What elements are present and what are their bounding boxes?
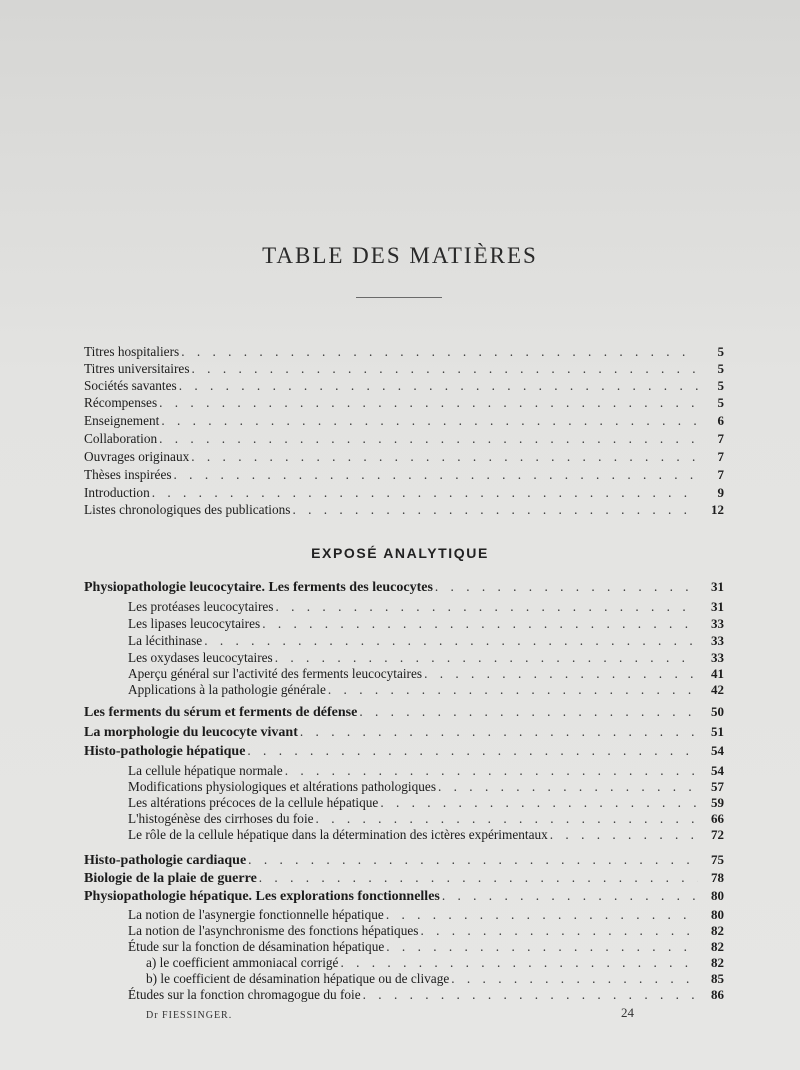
toc-entry-label: La lécithinase: [128, 633, 203, 648]
toc-entry: [84, 377, 724, 394]
toc-entry: [128, 598, 724, 615]
toc-entry: [84, 394, 724, 411]
leader-dots: [380, 794, 698, 811]
leader-dots: [316, 810, 698, 827]
toc-entry-label: Introduction: [84, 485, 150, 500]
toc-entry: [146, 954, 724, 971]
toc-entry-label: a) le coefficient ammoniacal corrigé: [146, 955, 339, 970]
toc-entry: [128, 665, 724, 682]
toc-entry: [128, 794, 724, 811]
toc-entry-page: 57: [711, 779, 724, 794]
leader-dots: [292, 501, 698, 518]
toc-entry-page: 7: [717, 431, 724, 446]
leader-dots: [191, 448, 698, 465]
toc-entry-label: Ouvrages originaux: [84, 449, 190, 464]
toc-entry-label: Étude sur la fonction de désamination hépatique: [128, 939, 385, 954]
toc-entry-label: Collaboration: [84, 431, 158, 446]
toc-entry-label: Biologie de la plaie de guerre: [84, 871, 257, 886]
toc-entry: [84, 360, 724, 377]
toc-entry-page: 51: [711, 724, 724, 739]
toc-entry-page: 80: [711, 907, 724, 922]
footer-author: Dr FIESSINGER.: [146, 1010, 233, 1021]
toc-entry-page: 41: [711, 666, 724, 681]
toc-entry: [84, 703, 724, 720]
toc-entry-label: Enseignement: [84, 413, 160, 428]
leader-dots: [275, 598, 698, 615]
toc-entry-page: 82: [711, 923, 724, 938]
toc-entry-label: Les ferments du sérum et ferments de défense: [84, 705, 358, 720]
toc-entry-page: 66: [711, 811, 724, 826]
toc-entry: [128, 986, 724, 1003]
leader-dots: [386, 906, 698, 923]
toc-entry-label: L'histogénèse des cirrhoses du foie: [128, 811, 314, 826]
leader-dots: [161, 412, 698, 429]
leader-dots: [550, 826, 698, 843]
toc-entry: [84, 343, 724, 360]
toc-entry-page: 78: [711, 870, 724, 885]
leader-dots: [192, 360, 698, 377]
toc-entry: [84, 412, 724, 429]
leader-dots: [174, 466, 698, 483]
toc-entry: [128, 615, 724, 632]
toc-entry-label: Études sur la fonction chromagogue du foie: [128, 987, 361, 1002]
leader-dots: [359, 703, 698, 720]
leader-dots: [420, 922, 698, 939]
leader-dots: [285, 762, 698, 779]
toc-entry: [84, 448, 724, 465]
toc-entry: [128, 938, 724, 955]
toc-entry-page: 6: [717, 413, 724, 428]
toc-entry-page: 54: [711, 763, 724, 778]
toc-entry: [84, 466, 724, 483]
toc-entry-label: La notion de l'asynchronisme des fonctions hépatiques: [128, 923, 419, 938]
toc-entry-label: Histo-pathologie cardiaque: [84, 853, 247, 868]
toc-entry: [128, 906, 724, 923]
toc-entry-page: 85: [711, 971, 724, 986]
toc-entry-label: Titres universitaires: [84, 361, 190, 376]
toc-entry-page: 31: [711, 579, 724, 594]
leader-dots: [386, 938, 698, 955]
toc-entry: [84, 887, 724, 904]
toc-entry: [84, 742, 724, 759]
toc-entry-page: 5: [717, 378, 724, 393]
footer-page-number: 24: [621, 1005, 634, 1020]
toc-entry: [84, 851, 724, 868]
leader-dots: [435, 578, 698, 595]
toc-entry-page: 82: [711, 955, 724, 970]
toc-entry-page: 75: [711, 852, 724, 867]
toc-entry: [84, 484, 724, 501]
leader-dots: [247, 742, 698, 759]
leader-dots: [179, 377, 698, 394]
toc-entry-page: 50: [711, 704, 724, 719]
leader-dots: [442, 887, 698, 904]
toc-entry-page: 82: [711, 939, 724, 954]
leader-dots: [248, 851, 698, 868]
toc-entry-page: 72: [711, 827, 724, 842]
toc-entry-label: Les protéases leucocytaires: [128, 599, 274, 614]
toc-entry-label: Le rôle de la cellule hépatique dans la détermination des ictères expérimentaux: [128, 827, 548, 842]
toc-entry-label: Physiopathologie leucocytaire. Les ferments des leucocytes: [84, 580, 433, 595]
toc-entry: [84, 869, 724, 886]
toc-entry-page: 5: [717, 361, 724, 376]
toc-entry-page: 33: [711, 616, 724, 631]
toc-entry-label: Récompenses: [84, 395, 158, 410]
toc-entry-page: 54: [711, 743, 724, 758]
toc-entry: [128, 810, 724, 827]
leader-dots: [340, 954, 698, 971]
toc-entry-label: b) le coefficient de désamination hépatique ou de clivage: [146, 971, 450, 986]
toc-entry-page: 5: [717, 395, 724, 410]
toc-entry-page: 7: [717, 449, 724, 464]
toc-entry: [84, 578, 724, 595]
toc-entry-label: La notion de l'asynergie fonctionnelle hépatique: [128, 907, 384, 922]
leader-dots: [424, 665, 698, 682]
title-divider: [356, 297, 442, 298]
toc-entry-label: Titres hospitaliers: [84, 344, 180, 359]
toc-entry-label: Thèses inspirées: [84, 467, 172, 482]
toc-entry-label: Listes chronologiques des publications: [84, 502, 291, 517]
leader-dots: [328, 681, 698, 698]
toc-entry-page: 12: [711, 502, 724, 517]
toc-entry-page: 86: [711, 987, 724, 1002]
page-title: TABLE DES MATIÈRES: [262, 243, 538, 268]
leader-dots: [451, 970, 698, 987]
toc-entry-label: Aperçu général sur l'activité des ferments leucocytaires: [128, 666, 423, 681]
toc-entry-label: La cellule hépatique normale: [128, 763, 283, 778]
toc-entry: [128, 826, 724, 843]
toc-entry-label: Les oxydases leucocytaires: [128, 650, 273, 665]
toc-entry-label: Physiopathologie hépatique. Les explorations fonctionnelles: [84, 889, 440, 904]
section-heading: EXPOSÉ ANALYTIQUE: [311, 545, 489, 561]
toc-entry-page: 33: [711, 650, 724, 665]
toc-entry: [84, 430, 724, 447]
leader-dots: [262, 615, 698, 632]
toc-entry: [84, 501, 724, 518]
toc-entry: [128, 632, 724, 649]
toc-entry: [128, 922, 724, 939]
toc-entry-label: Les altérations précoces de la cellule hépatique: [128, 795, 379, 810]
toc-entry-page: 42: [711, 682, 724, 697]
toc-entry-page: 7: [717, 467, 724, 482]
leader-dots: [300, 723, 698, 740]
leader-dots: [363, 986, 698, 1003]
toc-entry-page: 80: [711, 888, 724, 903]
leader-dots: [152, 484, 698, 501]
leader-dots: [159, 394, 698, 411]
toc-entry-label: Modifications physiologiques et altérations pathologiques: [128, 779, 436, 794]
leader-dots: [275, 649, 698, 666]
toc-entry: [84, 723, 724, 740]
toc-entry-page: 59: [711, 795, 724, 810]
leader-dots: [438, 778, 698, 795]
toc-entry-label: Sociétés savantes: [84, 378, 177, 393]
toc-entry: [128, 778, 724, 795]
toc-entry-page: 33: [711, 633, 724, 648]
toc-entry-label: La morphologie du leucocyte vivant: [84, 725, 298, 740]
leader-dots: [181, 343, 698, 360]
leader-dots: [259, 869, 698, 886]
leader-dots: [204, 632, 698, 649]
leader-dots: [159, 430, 698, 447]
toc-entry: [146, 970, 724, 987]
toc-entry: [128, 649, 724, 666]
toc-entry: [128, 762, 724, 779]
toc-entry: [128, 681, 724, 698]
toc-entry-page: 31: [711, 599, 724, 614]
toc-entry-label: Les lipases leucocytaires: [128, 616, 261, 631]
toc-entry-page: 9: [717, 485, 724, 500]
toc-entry-label: Applications à la pathologie générale: [128, 682, 326, 697]
toc-entry-label: Histo-pathologie hépatique: [84, 744, 246, 759]
toc-entry-page: 5: [717, 344, 724, 359]
